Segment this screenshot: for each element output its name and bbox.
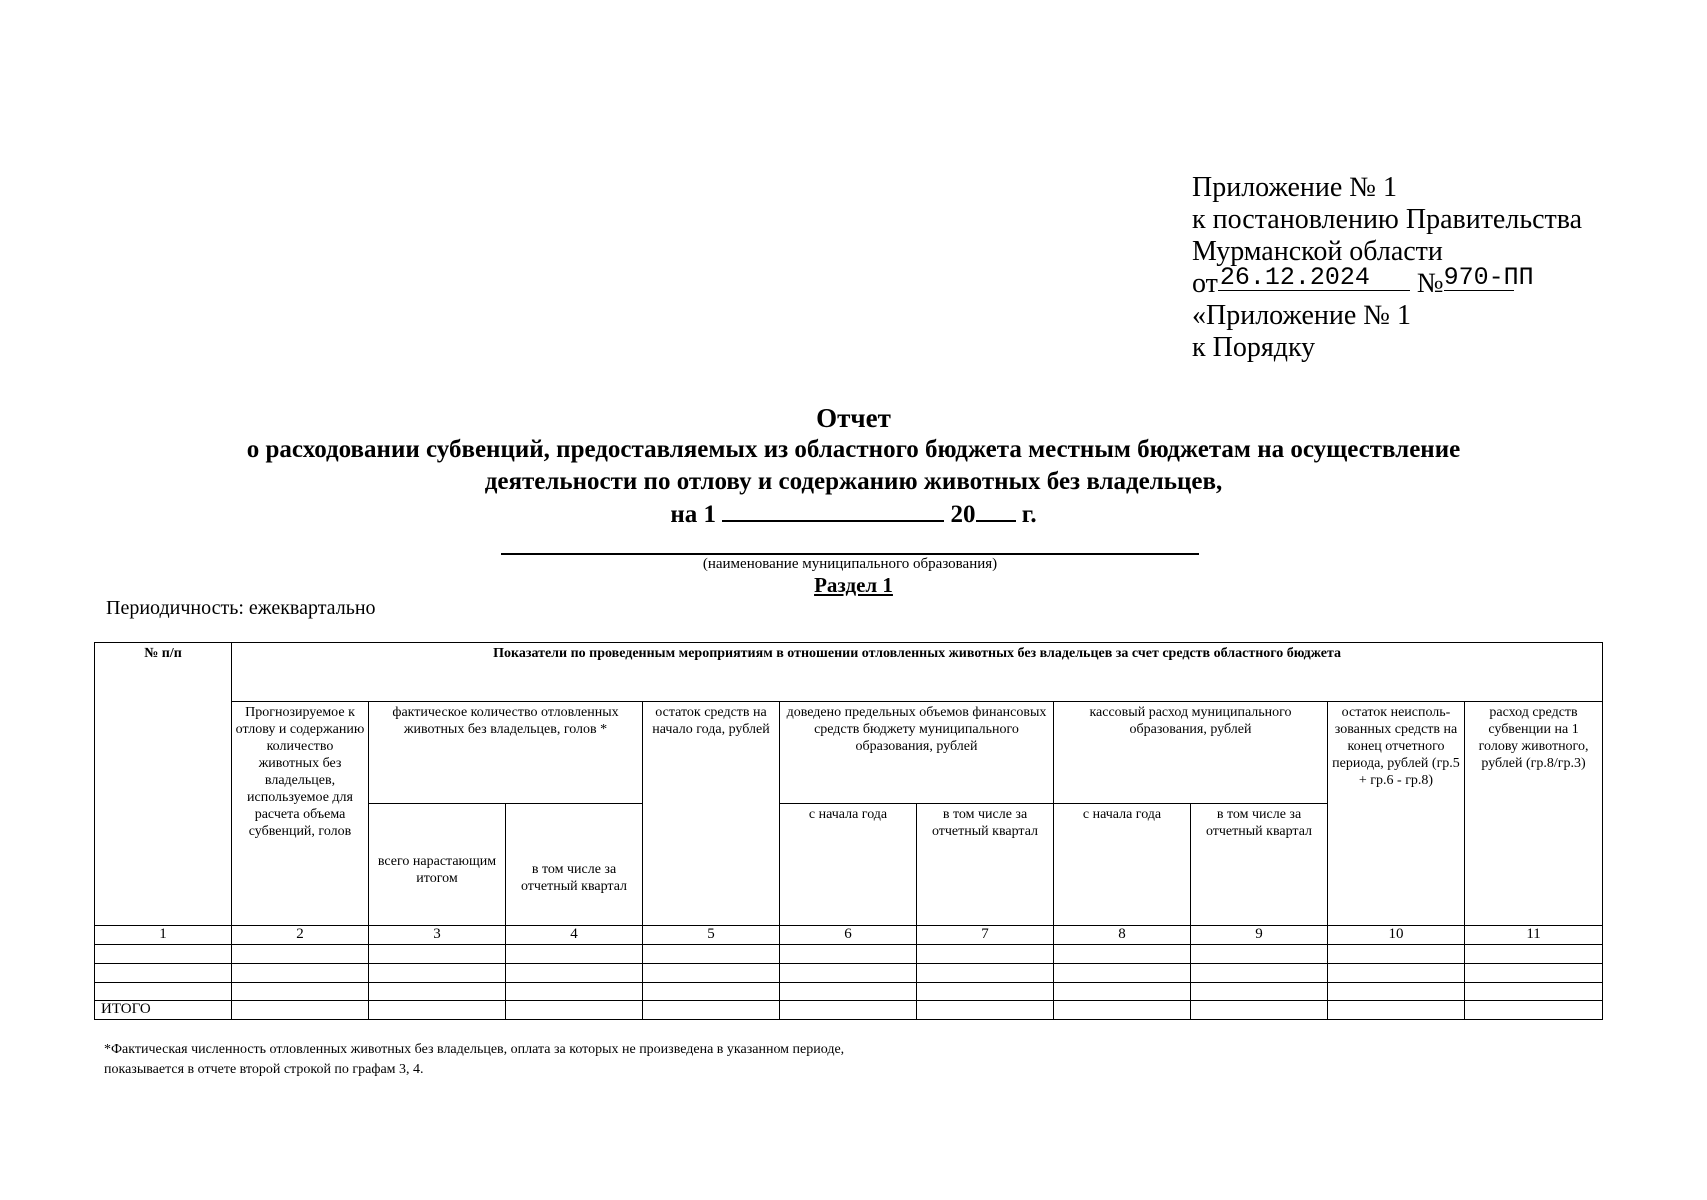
column-number: 8	[1054, 926, 1191, 945]
report-date-prefix: на 1	[670, 501, 717, 528]
report-year-blank	[976, 498, 1016, 522]
header-limits-group: доведено предельных объемов финансовых средств бюджету муниципального образования, рублей	[780, 702, 1054, 804]
column-number: 2	[232, 926, 369, 945]
footnote-line-2: показывается в отчете второй строкой по графам 3, 4.	[104, 1062, 424, 1077]
footnote-line-1: *Фактическая численность отловленных животных без владельцев, оплата за которых не произведена в указанном периоде,	[104, 1042, 845, 1057]
column-number: 5	[643, 926, 780, 945]
report-date-blank	[722, 498, 944, 522]
appendix-line-1: Приложение № 1	[1192, 172, 1397, 203]
table-row	[95, 945, 1603, 964]
periodicity-label: Периодичность: ежеквартально	[106, 597, 376, 619]
header-col-11: расход средств субвенции на 1 голову животного, рублей (гр.8/гр.3)	[1465, 702, 1603, 926]
column-number: 6	[780, 926, 917, 945]
appendix-line-6: к Порядку	[1192, 332, 1316, 363]
column-number: 1	[95, 926, 232, 945]
header-cash-expense-group: кассовый расход муниципального образования, рублей	[1054, 702, 1328, 804]
report-subtitle-line-1: о расходовании субвенций, предоставляемых из областного бюджета местным бюджетам на осуществление	[246, 436, 1461, 463]
column-number: 10	[1328, 926, 1465, 945]
table-row	[95, 982, 1603, 1001]
report-table	[94, 642, 1602, 1020]
municipality-caption: (наименование муниципального образования)	[702, 556, 998, 572]
appendix-line-5: «Приложение № 1	[1192, 300, 1411, 331]
header-col-6: с начала года	[780, 803, 917, 926]
header-actual-count-group: фактическое количество отловленных животных без владельцев, голов *	[369, 702, 643, 804]
column-number: 11	[1465, 926, 1603, 945]
total-label: ИТОГО	[95, 1001, 232, 1020]
column-number: 7	[917, 926, 1054, 945]
report-subtitle-line-2: деятельности по отлову и содержанию животных без владельцев,	[484, 468, 1223, 495]
municipality-blank-line	[501, 553, 1199, 555]
appendix-line-2: к постановлению Правительства	[1192, 204, 1583, 235]
header-col-9: в том числе за отчетный квартал	[1191, 803, 1328, 926]
appendix-block	[1192, 172, 1582, 364]
section-title: Раздел 1	[814, 573, 893, 597]
header-row-number: № п/п	[95, 643, 232, 926]
date-prefix: от	[1192, 268, 1218, 299]
header-col-2: Прогнозируемое к отлову и содержанию количество животных без владельцев, используемое для расчета объема субвенций, голов	[232, 702, 369, 926]
column-number: 3	[369, 926, 506, 945]
header-col-3: всего нарастающим итогом	[369, 803, 506, 926]
header-col-7: в том числе за отчетный квартал	[917, 803, 1054, 926]
column-number: 9	[1191, 926, 1328, 945]
header-col-8: с начала года	[1054, 803, 1191, 926]
report-year-suffix: г.	[1021, 501, 1037, 528]
decree-number: 970-ПП	[1443, 263, 1534, 292]
header-col-5: остаток средств на начало года, рублей	[643, 702, 780, 926]
header-col-10: остаток неисполь-зованных средств на конец отчетного периода, рублей (гр.5 + гр.6 - гр.8)	[1328, 702, 1465, 926]
header-main-indicators: Показатели по проведенным мероприятиям в отношении отловленных животных без владельцев за счет средств областного бюджета	[232, 643, 1603, 702]
table-row	[95, 963, 1603, 982]
report-title-block	[0, 402, 1707, 531]
report-year-prefix: 20	[950, 501, 976, 528]
decree-date: 26.12.2024	[1218, 266, 1410, 291]
appendix-date-line	[1192, 263, 1582, 300]
report-date-line	[0, 498, 1707, 531]
table-total-row	[95, 1001, 1603, 1020]
header-col-4: в том числе за отчетный квартал	[506, 803, 643, 926]
column-number: 4	[506, 926, 643, 945]
column-number-row	[95, 926, 1603, 945]
appendix-line-3: Мурманской области	[1192, 236, 1443, 267]
footnote	[104, 1040, 844, 1080]
number-prefix: №	[1416, 268, 1444, 299]
report-heading: Отчет	[816, 403, 891, 433]
